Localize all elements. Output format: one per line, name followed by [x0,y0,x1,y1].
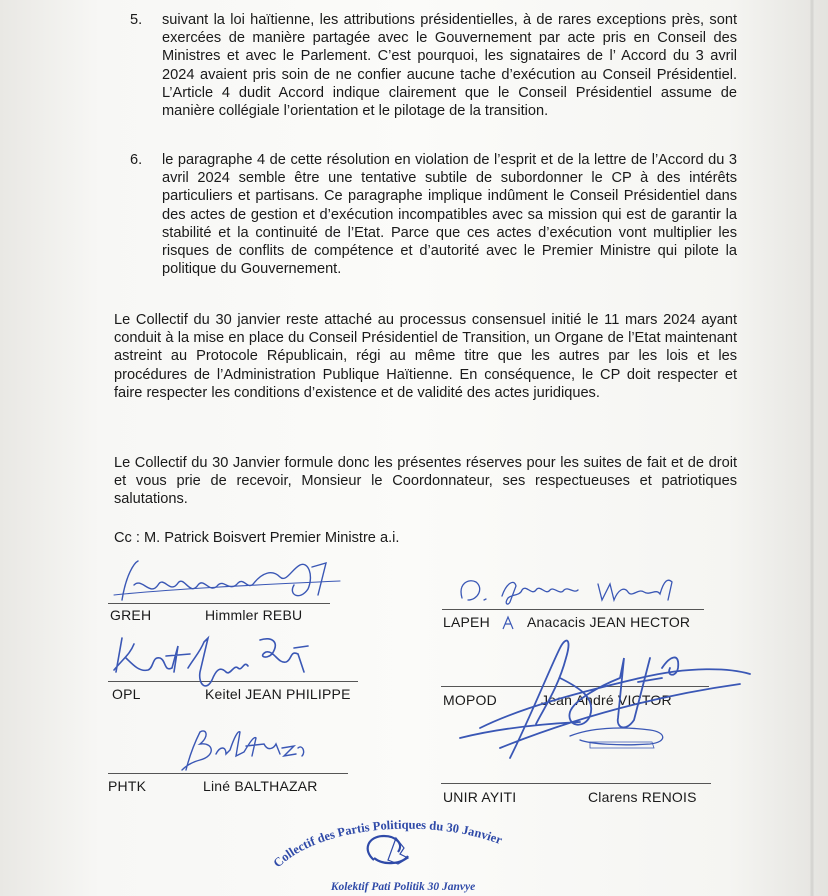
signature-line-unir [441,783,711,784]
collective-stamp [258,808,548,896]
party-label-mopod: MOPOD [443,692,497,708]
party-label-opl: OPL [112,686,141,702]
list-item-6: le paragraphe 4 de cette résolution en violation de l’esprit et de la lettre de l’Accord du 3 avril 2024 semble être une tentative subtile de subordonner le CP à des intérêts particuliers et partisans. Ce paragraphe implique indûment le Conseil Présidentiel dans des actes de gestion et d’exécution incompatibles avec sa mission qui est de garantir la stabilité et la continuité de l’Etat. Parce que ces actes d’exécution vont multiplier les risques de conflits de compétence et d’autorité avec le Premier Ministre qui pilote la politique du Gouvernement. [162,152,737,278]
party-label-greh: GREH [110,607,152,623]
cc-line: Cc : M. Patrick Boisvert Premier Ministre a.i. [114,530,400,546]
party-label-unir: UNIR AYITI [443,789,517,805]
signature-mopod [440,628,770,768]
signature-opl [108,632,318,712]
signature-lapeh [450,572,690,612]
signatory-name-greh: Himmler REBU [205,607,303,623]
stamp-bottom-text: Kolektif Pati Politik 30 Janvye [330,881,476,893]
body-paragraph-2: Le Collectif du 30 Janvier formule donc les présentes réserves pour les suites de fait et de droit et vous prie de recevoir, Monsieur le Coordonnateur, ses respectueuses et patriotiques salutations. [114,455,737,508]
signatory-name-opl: Keitel JEAN PHILIPPE [205,686,351,702]
signatory-name-unir: Clarens RENOIS [588,789,697,805]
page-fold-shadow [810,0,814,896]
signatory-name-lapeh: Anacacis JEAN HECTOR [527,614,691,630]
stamp-arc-text: Collectif des Partis Politiques du 30 Janvier [270,817,505,871]
list-item-5: suivant la loi haïtienne, les attributions présidentielles, à de rares exceptions près, sont exercées de manière partagée avec le Gouvernement par acte pris en Conseil des Ministres et avec le Parlement. C’est pourquoi, les signataires de l’ Accord du 3 avril 2024 avaient pris soin de ne confier aucune tache d’exécution au Conseil Présidentiel. L’Article 4 dudit Accord indique clairement que le Conseil Présidentiel assume de manière collégiale l’orientation et le pilotage de la transition. [162,12,737,120]
signatory-name-phtk: Liné BALTHAZAR [203,778,318,794]
signatory-name-mopod: Jean André VICTOR [541,692,672,708]
body-paragraph-1: Le Collectif du 30 janvier reste attaché au processus consensuel initié le 11 mars 2024 ayant conduit à la mise en place du Conseil Présidentiel de Transition, un Organe de l’Etat maintenant astreint au Protocole Républicain, régi au même titre que les autres par les lois et les procédures de l’Administration Publique Haïtienne. En conséquence, le CP doit respecter et faire respecter les conditions d’existence et de validité des actes juridiques. [114,312,737,401]
signature-phtk [170,726,310,786]
signature-greh [112,555,342,615]
party-label-phtk: PHTK [108,778,147,794]
list-number-5: 5. [130,12,143,28]
party-label-lapeh: LAPEH [443,614,490,630]
list-number-6: 6. [130,152,143,168]
